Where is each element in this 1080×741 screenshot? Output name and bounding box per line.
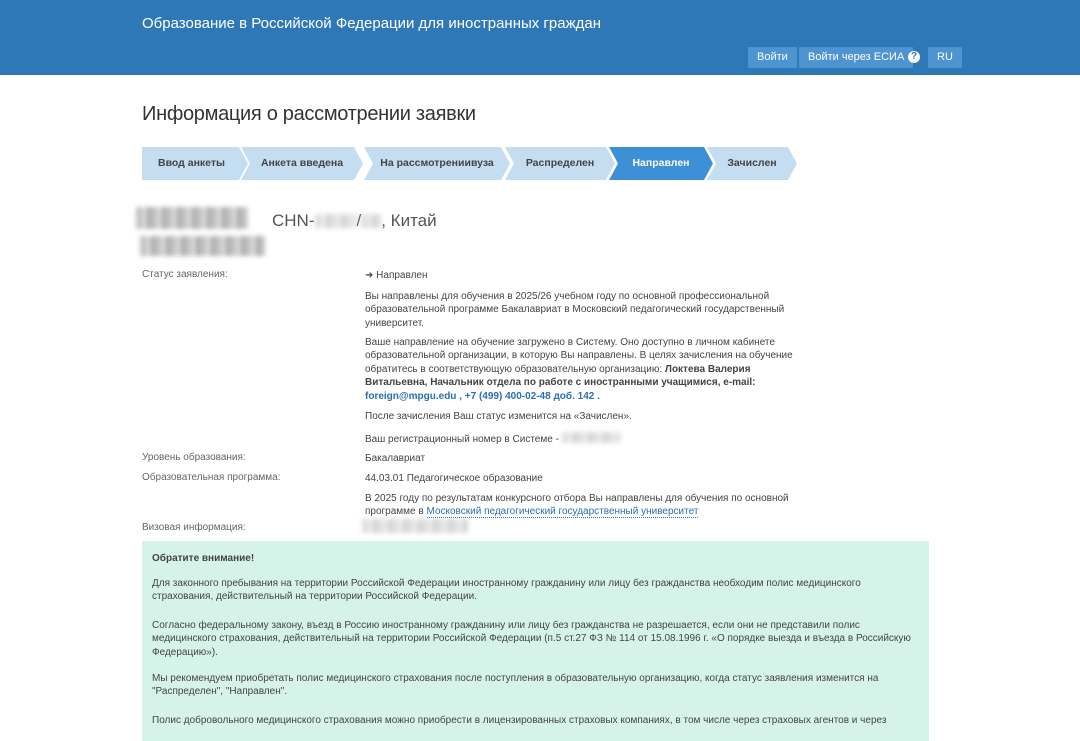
status-text: Направлен [376, 270, 428, 281]
login-esia-button[interactable]: Войти через ЕСИА [799, 47, 913, 68]
contact-email[interactable]: foreign@mpgu.edu [365, 390, 457, 402]
arrow-right-icon: ➜ [365, 270, 374, 281]
step-label-line-1: Ввод анкеты [157, 157, 225, 169]
reg-number-label: Ваш регистрационный номер в Системе - [365, 434, 559, 445]
contact-phone[interactable]: +7 (499) 400-02-48 доб. 142 [464, 390, 595, 402]
step-label-line-1: Направлен [632, 157, 690, 169]
applicant-code-prefix: CHN- [272, 211, 315, 230]
step-label-line-1: Анкета введена [260, 157, 344, 169]
step-4 [505, 147, 615, 180]
step-label-line-1: На рассмотрении [380, 157, 471, 169]
notice-paragraph-4: Полис добровольного медицинского страхования можно приобрести в лицензированных страховых компаниях, в том числе через страховых агентов и через [152, 715, 887, 726]
applicant-code-sep: / [356, 211, 362, 230]
step-label-line-2: вуза [470, 157, 494, 169]
status-paragraph-4 [365, 431, 620, 446]
page-title: Информация о рассмотрении заявки [142, 103, 476, 125]
program-note [365, 492, 805, 519]
program-label: Образовательная программа: [142, 472, 281, 483]
applicant-country: , Китай [381, 211, 437, 230]
program-note-text: В 2025 году по результатам конкурсного отбора Вы направлены для обучения по основной программе в [365, 493, 789, 518]
applicant-code [272, 211, 437, 231]
university-link[interactable]: Московский педагогический государственный университет [426, 506, 699, 518]
referral-text: Ваше направление на обучение загружено в Систему. Оно доступно в личном кабинете образовательной организации, в которую Вы направлены. В целях зачисления на обучение обратитесь в соответствующую образовательную организацию: [365, 337, 793, 375]
program-value: 44.03.01 Педагогическое образование [365, 473, 543, 484]
redacted-name-line-2 [140, 236, 265, 256]
step-2 [241, 147, 363, 180]
status-paragraph-1: Вы направлены для обучения в 2025/26 учебном году по основной профессиональной образовательной программе Бакалавриат в Московский педагогический государственный университет. [365, 291, 785, 329]
notice-paragraph-2: Согласно федеральному закону, въезд в Россию иностранному гражданину или лицу без гражданства не разрешается, если они не представили полис медицинского страхования, действительный на территории Российской Федерации (п.5 ст.27 ФЗ № 114 от 15.08.1996 г. «О порядке выезда и въезда в Российскую Федерацию»). [152, 620, 911, 658]
contact-sep: , [456, 390, 465, 402]
help-icon[interactable]: ? [908, 51, 920, 63]
visa-label: Визовая информация: [142, 522, 246, 533]
site-title[interactable]: Образование в Российской Федерации для иностранных граждан [142, 15, 601, 32]
notice-paragraph-1: Для законного пребывания на территории Российской Федерации иностранному гражданину или лицу без гражданства необходим полис медицинского страхования, действительный на территории Российской Федерации. [152, 578, 861, 603]
contact-person: Локтева Валерия Витальевна, Начальник отдела по работе с иностранными учащимися, e-mail: [365, 363, 756, 389]
status-label: Статус заявления: [142, 269, 228, 280]
level-label: Уровень образования: [142, 452, 246, 463]
step-6 [707, 147, 797, 180]
top-header [0, 0, 1080, 75]
step-label [716, 147, 788, 180]
redacted-name-line-1 [136, 207, 248, 229]
step-1 [142, 147, 248, 180]
redacted-visa-info [362, 519, 468, 533]
step-label [144, 147, 239, 180]
redacted-year [361, 214, 381, 228]
step-label [618, 147, 704, 180]
notice-title: Обратите внимание! [152, 553, 255, 564]
step-label-line-1: Зачислен [727, 157, 777, 169]
language-button[interactable]: RU [928, 47, 962, 68]
status-paragraph-3: После зачисления Ваш статус изменится на «Зачислен». [365, 411, 632, 422]
step-label [373, 147, 501, 180]
step-label [250, 147, 354, 180]
contact-end: . [594, 390, 600, 402]
step-label [514, 147, 606, 180]
login-button[interactable]: Войти [748, 47, 797, 68]
insurance-notice [142, 541, 929, 741]
redacted-code-part [315, 214, 357, 228]
level-value: Бакалавриат [365, 453, 426, 464]
step-label-line-1: Распределен [525, 157, 595, 169]
step-5 [609, 147, 713, 180]
status-paragraph-2 [365, 336, 805, 403]
status-value [365, 269, 428, 282]
notice-paragraph-3: Мы рекомендуем приобретать полис медицинского страхования после поступления в образовательную организацию, когда статус заявления изменится на "Распределен", "Направлен". [152, 673, 879, 698]
step-3 [364, 147, 510, 180]
redacted-reg-number [562, 432, 620, 443]
